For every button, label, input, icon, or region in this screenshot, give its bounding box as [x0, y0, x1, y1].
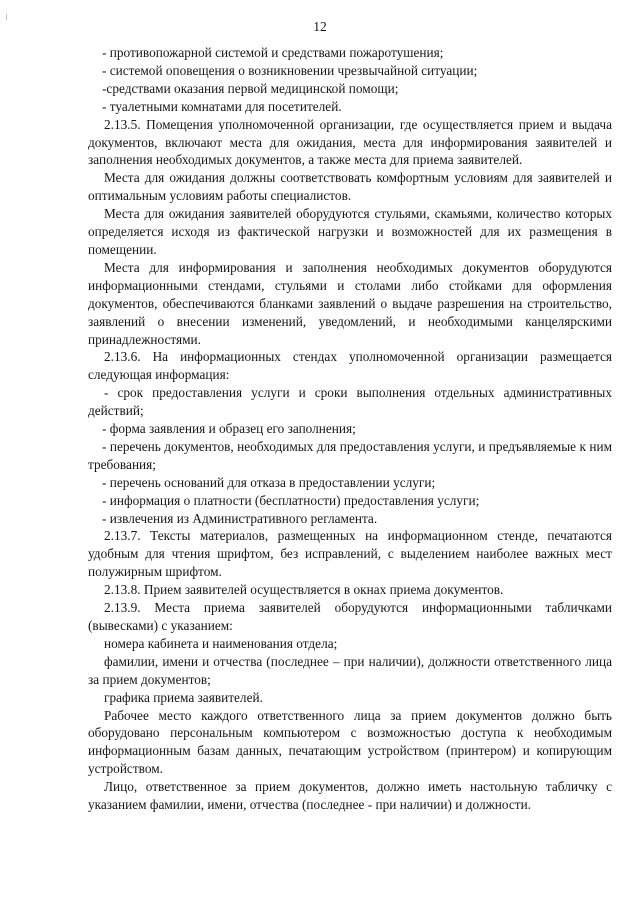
body-text	[88, 44, 612, 814]
paragraph-list-item: - противопожарной системой и средствами пожаротушения;	[102, 45, 444, 60]
paragraph-list-item: - срок предоставления услуги и сроки выполнения отдельных административных действий;	[88, 385, 612, 419]
paragraph-list-item: фамилии, имени и отчества (последнее – при наличии), должности ответственного лица за прием документов;	[88, 653, 612, 687]
paragraph-section-2-13-9: 2.13.9. Места приема заявителей оборудуются информационными табличками (вывесками) с указанием:	[88, 600, 612, 633]
paragraph-list-item: - форма заявления и образец его заполнения;	[102, 421, 356, 437]
paragraph: Места для ожидания заявителей оборудуются стульями, скамьями, количество которых определяется исходя из фактической нагрузки и возможностей для их размещения в помещении.	[88, 206, 612, 257]
paragraph: Места для ожидания должны соответствовать комфортным условиям для заявителей и оптимальным условиям работы специалистов.	[88, 170, 612, 204]
paragraph-list-item: - извлечения из Административного регламента.	[102, 510, 378, 526]
page-number: 12	[313, 19, 327, 34]
paragraph: Места для информирования и заполнения необходимых документов оборудуются информационными стендами, стульями и столами либо стойками для оформления документов, обеспечиваются бланками заявлений о выдаче разрешения на строительство, заявлений о внесении изменений, уведомлений, и необходимыми канцелярскими принадлежностями.	[88, 259, 612, 347]
paragraph-section-2-13-7: 2.13.7. Тексты материалов, размещенных на информационном стенде, печатаются удобным для чтения шрифтом, без исправлений, с выделением наиболее важных мест полужирным шрифтом.	[88, 528, 612, 580]
paragraph-list-item: - информация о платности (бесплатности) предоставления услуги;	[102, 492, 480, 508]
paragraph-section-2-13-8: 2.13.8. Прием заявителей осуществляется в окнах приема документов.	[104, 582, 504, 598]
paragraph: Лицо, ответственное за прием документов, должно иметь настольную табличку с указанием фамилии, имени, отчества (последнее - при наличии) и должности.	[88, 779, 612, 813]
paragraph-list-item: номера кабинета и наименования отдела;	[104, 635, 338, 651]
paragraph-list-item: - туалетными комнатами для посетителей.	[102, 98, 342, 114]
paragraph-list-item: - перечень документов, необходимых для предоставления услуги, и предъявляемые к ним требования;	[88, 438, 612, 472]
paragraph: Рабочее место каждого ответственного лица за прием документов должно быть оборудовано персональным компьютером с возможностью доступа к необходимым информационным базам данных, печатающим устройством (принтером) и копирующим устройством.	[88, 707, 612, 777]
paragraph-list-item: - перечень оснований для отказа в предоставлении услуги;	[102, 474, 436, 490]
paragraph-list-item: -средствами оказания первой медицинской помощи;	[102, 80, 399, 96]
paragraph-list-item: графика приема заявителей.	[104, 689, 263, 705]
paragraph-section-2-13-5: 2.13.5. Помещения уполномоченной организации, где осуществляется прием и выдача документов, включают места для ожидания, места для информирования заявителей и заполнения необходимых документов, а также места для приема заявителей.	[88, 116, 612, 168]
paragraph-list-item: - системой оповещения о возникновении чрезвычайной ситуации;	[102, 62, 478, 78]
paragraph-section-2-13-6: 2.13.6. На информационных стендах уполномоченной организации размещается следующая информация:	[88, 349, 612, 383]
